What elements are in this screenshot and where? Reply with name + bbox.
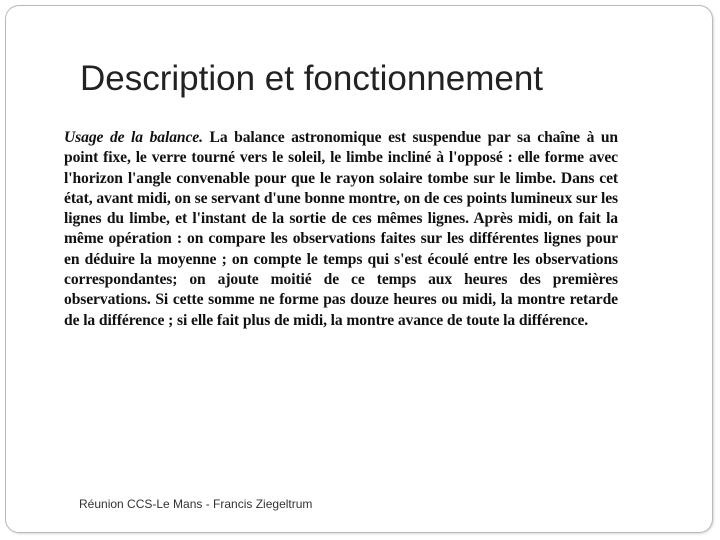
scanned-paragraph-body: La balance astronomique est suspendue par sa chaîne à un point fixe, le verre tourné vers le soleil, le limbe incliné à l'opposé : elle forme avec l'horizon l'angle convenable pour que le rayon solaire tombe sur le limbe. Dans cet état, avant midi, on se servant d'une bonne montre, on de ces points lumineux sur les lignes du limbe, et l'instant de la sortie de ces mêmes lignes. Après midi, on fait la même opération : on compare les observations faites sur les différentes lignes pour en déduire la moyenne ; on compte le temps qui s'est écoulé entre les observations correspondantes; on ajoute moitié de ce temps aux heures des premières observations. Si cette somme ne forme pas douze heures ou midi, la montre retarde de la différence ; si elle fait plus de midi, la montre avance de toute la différence. bbox=[64, 129, 618, 329]
scanned-paragraph-lead: Usage de la balance. bbox=[64, 129, 203, 146]
scanned-paragraph bbox=[64, 128, 618, 331]
scanned-text-excerpt bbox=[64, 128, 618, 331]
slide-footer: Réunion CCS-Le Mans - Francis Ziegeltrum bbox=[79, 497, 313, 511]
slide-title: Description et fonctionnement bbox=[80, 59, 544, 98]
